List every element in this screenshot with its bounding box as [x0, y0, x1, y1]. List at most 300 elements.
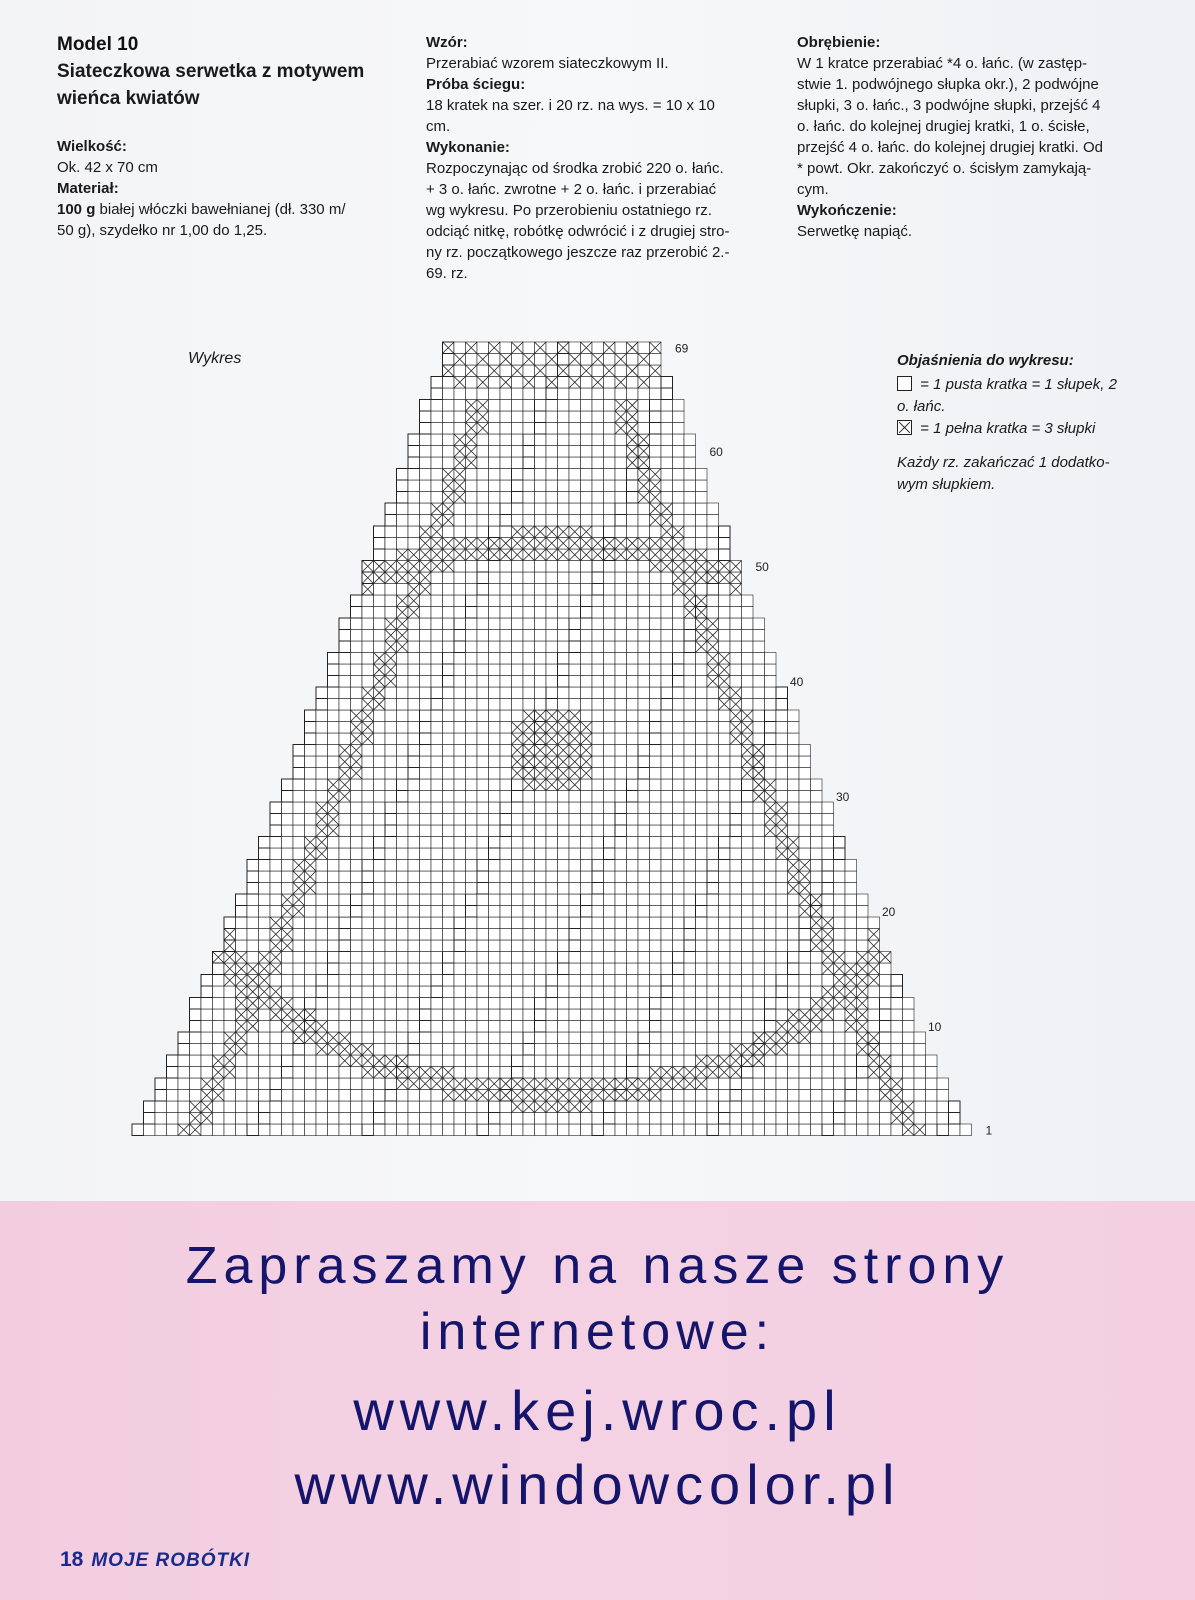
chart-row-label: 20 [882, 905, 896, 919]
chart-cell [523, 388, 535, 400]
chart-cell [627, 377, 639, 389]
banner-url-windowcolor[interactable]: www.windowcolor.pl [294, 1453, 901, 1516]
chart-cell [707, 848, 719, 860]
chart-cell [466, 848, 478, 860]
chart-cell [282, 871, 294, 883]
chart-cell [420, 963, 432, 975]
chart-cell [477, 1044, 489, 1056]
chart-cell [420, 1124, 432, 1136]
chart-cell [673, 917, 685, 929]
chart-cell [684, 664, 696, 676]
chart-cell [282, 1032, 294, 1044]
chart-cell [799, 756, 811, 768]
chart-cell [489, 630, 501, 642]
chart-cell [397, 837, 409, 849]
chart-cell [673, 779, 685, 791]
chart-cell [523, 365, 535, 377]
edging-heading: Obrębienie: [797, 34, 881, 51]
chart-cell [420, 630, 432, 642]
chart-cell [661, 1124, 673, 1136]
chart-cell [638, 526, 650, 538]
chart-cell [408, 837, 420, 849]
chart-cell [661, 400, 673, 412]
chart-cell [730, 1124, 742, 1136]
chart-cell [558, 1055, 570, 1067]
chart-cell [454, 986, 466, 998]
chart-cell [328, 906, 340, 918]
chart-cell [615, 1101, 627, 1113]
chart-cell [604, 492, 616, 504]
chart-cell [765, 975, 777, 987]
chart-cell [627, 687, 639, 699]
chart-cell [385, 503, 397, 515]
chart-cell [431, 641, 443, 653]
chart-cell [362, 906, 374, 918]
chart-cell [339, 1021, 351, 1033]
chart-cell [305, 917, 317, 929]
chart-cell [650, 722, 662, 734]
chart-cell [581, 446, 593, 458]
chart-cell [707, 526, 719, 538]
legend-note-line2: wym słupkiem. [897, 476, 996, 493]
chart-cell [523, 814, 535, 826]
chart-cell [650, 860, 662, 872]
chart-cell [477, 848, 489, 860]
chart-cell [489, 894, 501, 906]
chart-cell [489, 664, 501, 676]
chart-cell [592, 745, 604, 757]
chart-cell [408, 457, 420, 469]
chart-cell [673, 457, 685, 469]
chart-cell [661, 848, 673, 860]
chart-cell [949, 1124, 961, 1136]
chart-cell [500, 434, 512, 446]
chart-cell [719, 745, 731, 757]
chart-cell [443, 411, 455, 423]
chart-cell [546, 492, 558, 504]
chart-cell [431, 1101, 443, 1113]
chart-cell [351, 814, 363, 826]
chart-cell [477, 434, 489, 446]
chart-cell [707, 894, 719, 906]
chart-cell [730, 745, 742, 757]
chart-cell [604, 825, 616, 837]
chart-cell [604, 1124, 616, 1136]
chart-cell [650, 434, 662, 446]
chart-cell [466, 572, 478, 584]
chart-cell [696, 503, 708, 515]
chart-cell [799, 1090, 811, 1102]
chart-cell [615, 906, 627, 918]
chart-cell [707, 871, 719, 883]
chart-cell [259, 860, 271, 872]
chart-cell [328, 1067, 340, 1079]
chart-cell [592, 515, 604, 527]
chart-cell [282, 860, 294, 872]
chart-cell [822, 906, 834, 918]
chart-cell [569, 687, 581, 699]
chart-cell [661, 687, 673, 699]
chart-cell [500, 1032, 512, 1044]
chart-cell [420, 457, 432, 469]
chart-cell [569, 607, 581, 619]
chart-cell [466, 710, 478, 722]
chart-cell [753, 860, 765, 872]
chart-cell [535, 906, 547, 918]
chart-cell [753, 952, 765, 964]
chart-cell [535, 446, 547, 458]
chart-cell [397, 538, 409, 550]
chart-row [408, 434, 696, 446]
chart-cell [684, 952, 696, 964]
chart-row [236, 906, 869, 918]
chart-cell [638, 1101, 650, 1113]
chart-cell [558, 825, 570, 837]
chart-cell [339, 848, 351, 860]
chart-cell [397, 664, 409, 676]
chart-cell [477, 837, 489, 849]
chart-cell [569, 561, 581, 573]
chart-cell [684, 1055, 696, 1067]
chart-cell [500, 664, 512, 676]
chart-cell [512, 825, 524, 837]
chart-cell [236, 1078, 248, 1090]
chart-cell [339, 940, 351, 952]
chart-cell [523, 1124, 535, 1136]
chart-cell [339, 814, 351, 826]
chart-cell [799, 917, 811, 929]
chart-cell [328, 894, 340, 906]
chart-cell [270, 848, 282, 860]
chart-cell [408, 515, 420, 527]
legend-empty-line2: o. łańc. [897, 398, 946, 415]
chart-row [420, 411, 685, 423]
chart-cell [362, 618, 374, 630]
chart-cell [408, 687, 420, 699]
chart-cell [454, 342, 466, 354]
chart-cell [512, 699, 524, 711]
chart-cell [558, 940, 570, 952]
chart-cell [569, 641, 581, 653]
chart-cell [316, 894, 328, 906]
chart-cell [512, 1124, 524, 1136]
chart-cell [362, 1090, 374, 1102]
chart-cell [535, 963, 547, 975]
chart-cell [431, 411, 443, 423]
chart-cell [627, 745, 639, 757]
chart-cell [397, 756, 409, 768]
chart-cell [569, 963, 581, 975]
chart-cell [454, 860, 466, 872]
chart-cell [742, 802, 754, 814]
chart-cell [638, 1009, 650, 1021]
chart-cell [788, 906, 800, 918]
chart-cell [546, 388, 558, 400]
chart-cell [431, 664, 443, 676]
chart-cell [190, 1021, 202, 1033]
chart-cell [673, 963, 685, 975]
chart-cell [696, 814, 708, 826]
chart-cell [362, 940, 374, 952]
chart-cell [822, 1090, 834, 1102]
chart-cell [638, 894, 650, 906]
chart-cell [443, 676, 455, 688]
chart-cell [707, 883, 719, 895]
chart-cell [443, 733, 455, 745]
chart-cell [926, 1101, 938, 1113]
chart-cell [684, 1124, 696, 1136]
chart-cell [684, 837, 696, 849]
chart-cell [374, 825, 386, 837]
chart-cell [719, 802, 731, 814]
chart-cell [362, 860, 374, 872]
chart-cell [696, 883, 708, 895]
chart-cell [719, 963, 731, 975]
chart-cell [178, 1032, 190, 1044]
chart-cell [328, 664, 340, 676]
chart-cell [500, 883, 512, 895]
chart-cell [523, 963, 535, 975]
chart-cell [604, 561, 616, 573]
chart-cell [535, 388, 547, 400]
chart-cell [638, 929, 650, 941]
chart-cell [776, 722, 788, 734]
chart-cell [535, 411, 547, 423]
chart-cell [753, 986, 765, 998]
chart-cell [535, 894, 547, 906]
chart-cell [397, 860, 409, 872]
chart-cell [397, 986, 409, 998]
chart-cell [466, 1021, 478, 1033]
chart-cell [523, 894, 535, 906]
chart-cell [684, 492, 696, 504]
chart-cell [374, 1090, 386, 1102]
chart-cell [282, 1113, 294, 1125]
chart-cell [558, 929, 570, 941]
chart-cell [443, 894, 455, 906]
chart-cell [374, 929, 386, 941]
chart-cell [454, 1032, 466, 1044]
chart-cell [489, 860, 501, 872]
chart-cell [385, 940, 397, 952]
chart-cell [500, 699, 512, 711]
chart-cell [293, 929, 305, 941]
chart-cell [604, 745, 616, 757]
chart-cell [535, 871, 547, 883]
chart-cell [546, 446, 558, 458]
chart-cell [638, 423, 650, 435]
chart-row [339, 618, 765, 630]
chart-cell [673, 1032, 685, 1044]
chart-cell [765, 710, 777, 722]
chart-cell [420, 825, 432, 837]
chart-cell [799, 1124, 811, 1136]
chart-cell [638, 1113, 650, 1125]
chart-cell [627, 975, 639, 987]
chart-cell [707, 1090, 719, 1102]
chart-cell [799, 1101, 811, 1113]
chart-cell [431, 860, 443, 872]
chart-cell [661, 584, 673, 596]
chart-cell [857, 1055, 869, 1067]
chart-cell [546, 561, 558, 573]
chart-cell [466, 526, 478, 538]
chart-cell [385, 595, 397, 607]
banner-url-kej[interactable]: www.kej.wroc.pl [353, 1379, 842, 1442]
chart-cell [477, 710, 489, 722]
chart-cell [719, 906, 731, 918]
chart-cell [696, 653, 708, 665]
chart-cell [788, 745, 800, 757]
chart-cell [523, 618, 535, 630]
chart-cell [132, 1124, 144, 1136]
chart-cell [753, 1090, 765, 1102]
chart-cell [926, 1124, 938, 1136]
chart-cell [466, 676, 478, 688]
chart-cell [638, 641, 650, 653]
chart-cell [454, 1044, 466, 1056]
chart-cell [535, 1055, 547, 1067]
chart-cell [650, 756, 662, 768]
chart-cell [328, 952, 340, 964]
chart-cell [477, 814, 489, 826]
chart-cell [362, 745, 374, 757]
chart-cell [466, 998, 478, 1010]
chart-cell [604, 917, 616, 929]
chart-cell [730, 825, 742, 837]
chart-cell [673, 595, 685, 607]
chart-cell [397, 710, 409, 722]
chart-cell [742, 1101, 754, 1113]
chart-cell [362, 1009, 374, 1021]
chart-cell [650, 917, 662, 929]
chart-cell [339, 894, 351, 906]
chart-cell [408, 699, 420, 711]
chart-cell [489, 699, 501, 711]
chart-cell [500, 963, 512, 975]
chart-cell [558, 848, 570, 860]
chart-cell [753, 1067, 765, 1079]
chart-cell [627, 388, 639, 400]
chart-cell [431, 917, 443, 929]
chart-cell [592, 469, 604, 481]
chart-cell [592, 998, 604, 1010]
chart-cell [811, 975, 823, 987]
chart-cell [316, 1090, 328, 1102]
chart-cell [811, 837, 823, 849]
chart-cell [799, 1078, 811, 1090]
chart-cell [707, 998, 719, 1010]
chart-cell [443, 871, 455, 883]
chart-cell [535, 998, 547, 1010]
chart-cell [569, 1032, 581, 1044]
chart-row [155, 1078, 949, 1090]
chart-cell [443, 963, 455, 975]
chart-cell [535, 618, 547, 630]
chart-cell [914, 1055, 926, 1067]
chart-cell [477, 572, 489, 584]
chart-cell [627, 653, 639, 665]
chart-cell [454, 365, 466, 377]
chart-cell [397, 687, 409, 699]
chart-cell [489, 745, 501, 757]
chart-cell [408, 1044, 420, 1056]
chart-cell [845, 940, 857, 952]
chart-cell [535, 848, 547, 860]
chart-cell [535, 561, 547, 573]
chart-cell [477, 1124, 489, 1136]
chart-cell [408, 733, 420, 745]
chart-cell [500, 480, 512, 492]
chart-cell [489, 515, 501, 527]
chart-cell [546, 572, 558, 584]
chart-cell [293, 1113, 305, 1125]
chart-cell [592, 1055, 604, 1067]
chart-cell [397, 722, 409, 734]
chart-cell [305, 768, 317, 780]
chart-cell [627, 515, 639, 527]
chart-cell [569, 618, 581, 630]
chart-cell [420, 423, 432, 435]
chart-cell [339, 1101, 351, 1113]
chart-cell [615, 963, 627, 975]
chart-cell [581, 837, 593, 849]
chart-cell [339, 1124, 351, 1136]
chart-cell [477, 526, 489, 538]
chart-cell [523, 940, 535, 952]
chart-cell [845, 1067, 857, 1079]
chart-row [236, 894, 869, 906]
chart-cell [730, 1078, 742, 1090]
chart-cell [500, 894, 512, 906]
chart-cell [558, 676, 570, 688]
magazine-name: MOJE ROBÓTKI [91, 1550, 251, 1571]
chart-cell [374, 641, 386, 653]
chart-cell [408, 952, 420, 964]
chart-cell [661, 664, 673, 676]
chart-cell [776, 710, 788, 722]
chart-cell [604, 871, 616, 883]
chart-row [374, 538, 731, 550]
chart-cell [742, 929, 754, 941]
chart-cell [650, 963, 662, 975]
chart-cell [293, 1044, 305, 1056]
chart-cell [385, 710, 397, 722]
chart-cell [627, 1113, 639, 1125]
chart-cell [811, 1055, 823, 1067]
chart-cell [673, 825, 685, 837]
chart-cell [569, 1044, 581, 1056]
chart-cell [489, 446, 501, 458]
chart-cell [696, 584, 708, 596]
chart-cell [535, 630, 547, 642]
chart-cell [742, 906, 754, 918]
chart-cell [684, 434, 696, 446]
chart-cell [362, 963, 374, 975]
chart-cell [615, 687, 627, 699]
chart-cell [719, 526, 731, 538]
chart-cell [581, 791, 593, 803]
chart-cell [523, 837, 535, 849]
chart-cell [673, 745, 685, 757]
chart-cell [719, 871, 731, 883]
chart-cell [144, 1124, 156, 1136]
chart-cell [167, 1067, 179, 1079]
chart-cell [489, 1067, 501, 1079]
chart-cell [880, 1124, 892, 1136]
chart-cell [362, 607, 374, 619]
chart-cell [604, 515, 616, 527]
